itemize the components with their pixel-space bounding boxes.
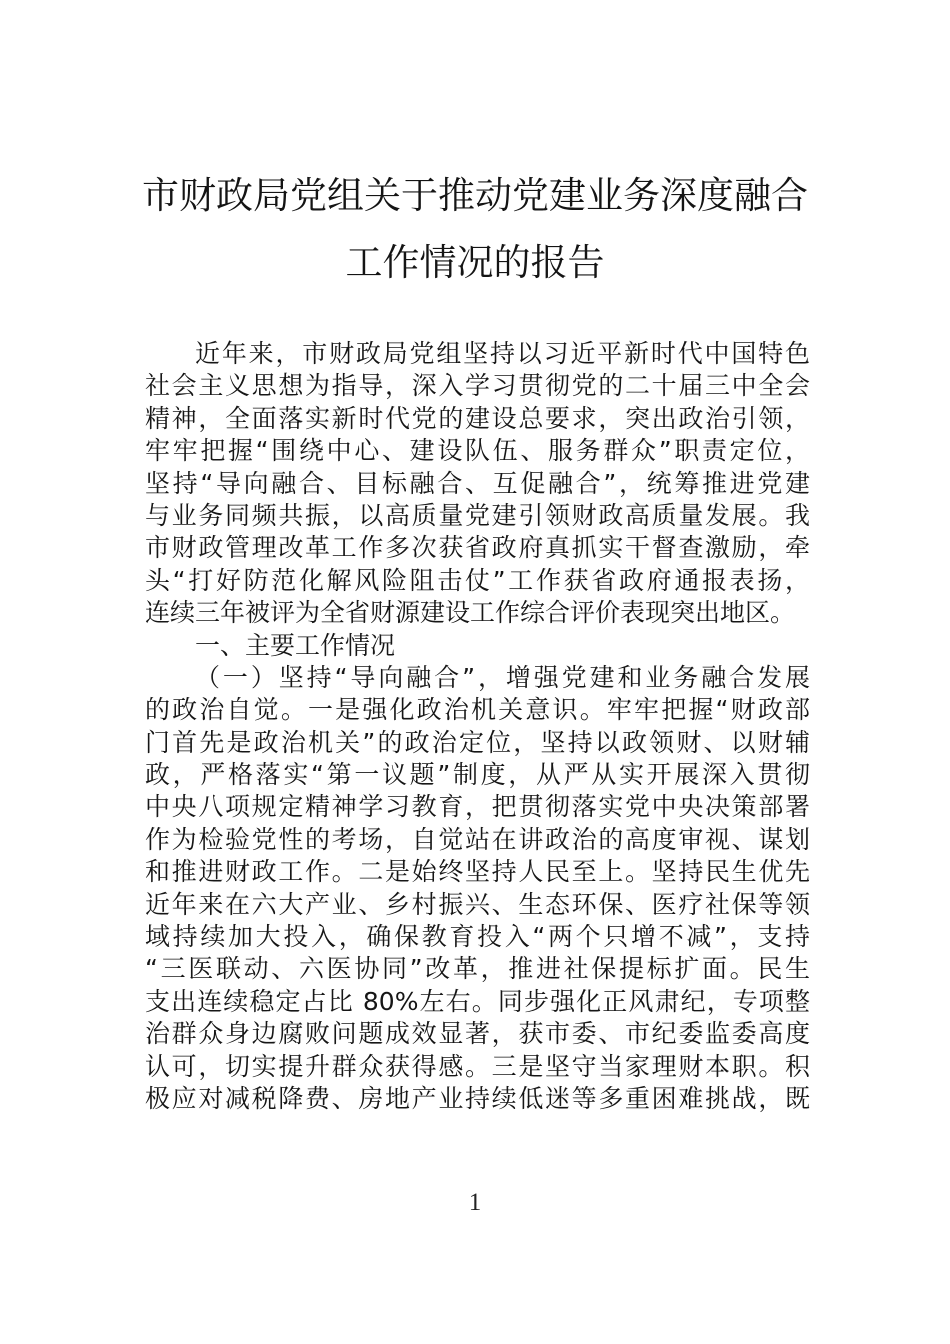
paragraph-line: 极应对减税降费、房地产业持续低迷等多重困难挑战，既 xyxy=(145,1083,810,1113)
paragraph-line: 门首先是政治机关”的政治定位，坚持以政领财、以财辅 xyxy=(145,727,810,757)
paragraph-line: 与业务同频共振，以高质量党建引领财政高质量发展。我 xyxy=(145,500,810,530)
paragraph-line: 连续三年被评为全省财源建设工作综合评价表现突出地区。 xyxy=(145,598,796,628)
paragraph-line: 支出连续稳定占比 80%左右。同步强化正风肃纪，专项整 xyxy=(145,986,810,1016)
page-number: 1 xyxy=(468,1189,482,1216)
paragraph-line: 头“打好防范化解风险阻击仗”工作获省政府通报表扬， xyxy=(145,565,810,595)
paragraph-line: 政，严格落实“第一议题”制度，从严从实开展深入贯彻 xyxy=(145,760,810,790)
paragraph-line: 中央八项规定精神学习教育，把贯彻落实党中央决策部署 xyxy=(145,792,810,822)
paragraph-line: （一）坚持“导向融合”，增强党建和业务融合发展 xyxy=(195,662,810,692)
paragraph-line: 和推进财政工作。二是始终坚持人民至上。坚持民生优先 xyxy=(145,857,810,887)
paragraph-line: 的政治自觉。一是强化政治机关意识。牢牢把握“财政部 xyxy=(145,695,810,725)
paragraph-line: 社会主义思想为指导，深入学习贯彻党的二十届三中全会 xyxy=(145,371,810,401)
paragraph-line: 精神，全面落实新时代党的建设总要求，突出政治引领， xyxy=(145,403,810,433)
paragraph-line: 牢牢把握“围绕中心、建设队伍、服务群众”职责定位， xyxy=(145,436,810,466)
document-body xyxy=(145,338,810,1115)
section-heading: 一、主要工作情况 xyxy=(195,630,396,660)
paragraph-line: 近年来，市财政局党组坚持以习近平新时代中国特色 xyxy=(195,339,810,368)
paragraph-line: 坚持“导向融合、目标融合、互促融合”，统筹推进党建 xyxy=(145,468,810,498)
paragraph-line: 治群众身边腐败问题成效显著，获市委、市纪委监委高度 xyxy=(145,1019,810,1049)
paragraph-line: 域持续加大投入，确保教育投入“两个只增不减”，支持 xyxy=(145,922,810,952)
paragraph-line: 近年来在六大产业、乡村振兴、生态环保、医疗社保等领 xyxy=(145,889,810,919)
paragraph-line: 市财政管理改革工作多次获省政府真抓实干督查激励，牵 xyxy=(145,533,810,563)
document-title-line-2: 工作情况的报告 xyxy=(345,241,605,284)
paragraph-line: 作为检验党性的考场，自觉站在讲政治的高度审视、谋划 xyxy=(145,824,810,854)
paragraph-line: “三医联动、六医协同”改革，推进社保提标扩面。民生 xyxy=(145,954,810,984)
paragraph-line: 认可，切实提升群众获得感。三是坚守当家理财本职。积 xyxy=(145,1051,810,1081)
document-title-line-1: 市财政局党组关于推动党建业务深度融合 xyxy=(142,174,808,217)
